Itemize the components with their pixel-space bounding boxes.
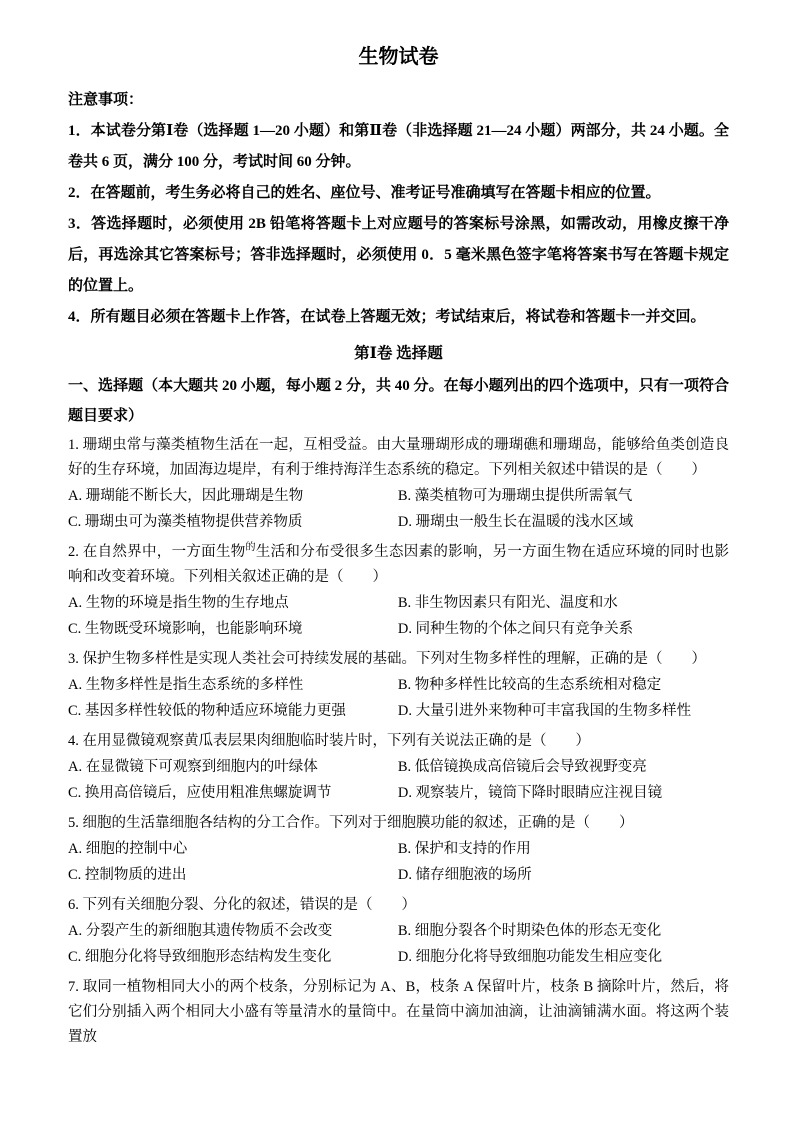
question-7-stem: 7. 取同一植物相同大小的两个枝条，分别标记为 A、B，枝条 A 保留叶片，枝条 B 摘除叶片，然后，将它们分别插入两个相同大小盛有等量清水的量筒中。在量筒中滴加油滴，让油滴铺满水面。将这两个装置放 [68,979,729,1045]
question-4-option-d: D. 观察装片，镜筒下降时眼睛应注视目镜 [397,785,663,801]
question-6-stem: 6. 下列有关细胞分裂、分化的叙述，错误的是（ ） [68,897,416,913]
question-1 [68,433,729,535]
question-2-option-b: B. 非生物因素只有阳光、温度和水 [397,595,618,611]
section-intro: 一、选择题（本大题共 20 小题，每小题 2 分，共 40 分。在每小题列出的四个选项中，只有一项符合题目要求） [68,378,729,424]
question-2-option-a: A. 生物的环境是指生物的生存地点 [68,595,289,611]
question-2 [68,540,729,642]
question-1-stem: 1. 珊瑚虫常与藻类植物生活在一起，互相受益。由大量珊瑚形成的珊瑚礁和珊瑚岛，能够给鱼类创造良好的生存环境，加固海边堤岸，有利于维持海洋生态系统的稳定。下列相关叙述中错误的是（ ） [68,437,729,478]
question-6-option-d: D. 细胞分化将导致细胞功能发生相应变化 [397,949,663,965]
question-6-options [68,918,729,970]
question-6-option-b: B. 细胞分裂各个时期染色体的形态无变化 [397,923,662,939]
question-4 [68,729,729,806]
question-6-option-c: C. 细胞分化将导致细胞形态结构发生变化 [68,949,332,965]
question-1-options [68,483,729,535]
question-1-option-d: D. 珊瑚虫一般生长在温暖的浅水区域 [397,514,634,530]
notice-item-1: 1．本试卷分第Ⅰ卷（选择题 1—20 小题）和第Ⅱ卷（非选择题 21—24 小题）两部分，共 24 小题。全卷共 6 页，满分 100 分，考试时间 60 分钟。 [68,123,729,170]
question-1-option-c: C. 珊瑚虫可为藻类植物提供营养物质 [68,514,303,530]
question-2-stem-superscript: 的 [245,542,256,554]
question-3-option-b: B. 物种多样性比较高的生态系统相对稳定 [397,677,662,693]
notice-item-3: 3．答选择题时，必须使用 2B 铅笔将答题卡上对应题号的答案标号涂黑，如需改动，用橡皮擦干净后，再选涂其它答案标号；答非选择题时，必须使用 0．5 毫米黑色签字笔将答案书写在答题卡规定的位置上。 [68,216,729,294]
question-5 [68,811,729,888]
question-5-stem: 5. 细胞的生活靠细胞各结构的分工合作。下列对于细胞膜功能的叙述，正确的是（ ） [68,815,634,831]
question-3-stem: 3. 保护生物多样性是实现人类社会可持续发展的基础。下列对生物多样性的理解，正确的是（ ） [68,651,706,667]
question-6 [68,893,729,970]
question-7 [68,975,729,1050]
question-5-option-b: B. 保护和支持的作用 [397,841,531,857]
question-3-option-d: D. 大量引进外来物种可丰富我国的生物多样性 [397,703,692,719]
question-2-stem-post: 生活和分布受很多生态因素的影响，另一方面生物在适应环境的同时也影响和改变着环境。下列相关叙述正确的是（ ） [68,544,730,585]
question-2-stem [68,540,729,590]
notice-item-2: 2．在答题前，考生务必将自己的姓名、座位号、准考证号准确填写在答题卡相应的位置。 [68,185,661,201]
question-2-option-c: C. 生物既受环境影响，也能影响环境 [68,621,303,637]
question-4-option-b: B. 低倍镜换成高倍镜后会导致视野变亮 [397,759,647,775]
question-2-options [68,590,729,642]
question-1-option-a: A. 珊瑚能不断长大，因此珊瑚是生物 [68,488,304,504]
question-5-option-a: A. 细胞的控制中心 [68,841,188,857]
question-5-option-d: D. 储存细胞液的场所 [397,867,532,883]
question-3 [68,647,729,724]
question-4-options [68,754,729,806]
question-4-option-c: C. 换用高倍镜后，应使用粗准焦螺旋调节 [68,785,332,801]
question-2-option-d: D. 同种生物的个体之间只有竞争关系 [397,621,634,637]
question-3-options [68,672,729,724]
question-6-option-a: A. 分裂产生的新细胞其遗传物质不会改变 [68,923,333,939]
question-3-option-a: A. 生物多样性是指生态系统的多样性 [68,677,304,693]
question-4-option-a: A. 在显微镜下可观察到细胞内的叶绿体 [68,759,318,775]
notice-item-4: 4．所有题目必须在答题卡上作答，在试卷上答题无效；考试结束后，将试卷和答题卡一并交回。 [68,309,706,325]
page-title: 生物试卷 [358,46,439,68]
question-4-stem: 4. 在用显微镜观察黄瓜表层果肉细胞临时装片时，下列有关说法正确的是（ ） [68,733,590,749]
part1-heading: 第Ⅰ卷 选择题 [354,345,443,362]
notice-heading: 注意事项： [68,92,144,108]
question-5-option-c: C. 控制物质的进出 [68,867,187,883]
question-1-option-b: B. 藻类植物可为珊瑚虫提供所需氧气 [397,488,633,504]
question-5-options [68,836,729,888]
question-2-stem-pre: 2. 在自然界中，一方面生物 [68,544,246,560]
question-3-option-c: C. 基因多样性较低的物种适应环境能力更强 [68,703,346,719]
